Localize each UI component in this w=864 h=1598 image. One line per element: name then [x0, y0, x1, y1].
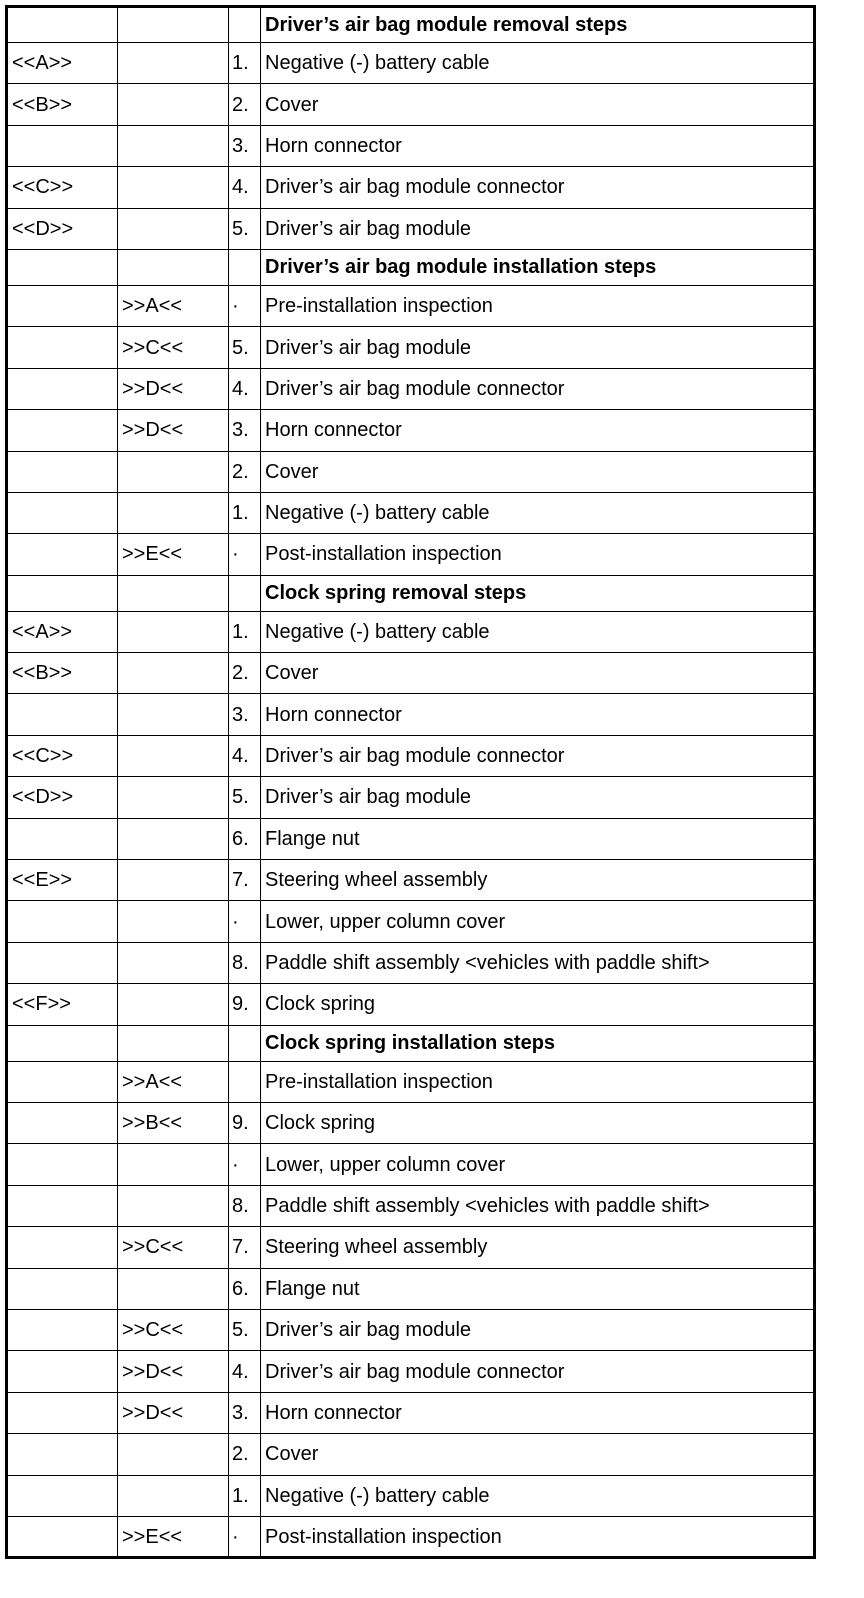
removal-ref-cell: <<B>> — [7, 653, 118, 694]
install-ref-cell: >>D<< — [118, 368, 229, 409]
removal-ref-cell — [7, 534, 118, 575]
removal-ref-cell — [7, 1392, 118, 1433]
install-ref-cell: >>C<< — [118, 1227, 229, 1268]
install-ref-cell — [118, 7, 229, 43]
removal-ref-cell — [7, 1185, 118, 1226]
step-number-cell: 6. — [229, 818, 261, 859]
step-description-cell: Paddle shift assembly <vehicles with paddle shift> — [261, 942, 815, 983]
step-row — [7, 1144, 815, 1185]
removal-ref-cell — [7, 942, 118, 983]
install-ref-cell: >>D<< — [118, 1392, 229, 1433]
section-header-row — [7, 249, 815, 285]
step-description-cell: Negative (-) battery cable — [261, 1475, 815, 1516]
step-number-cell: · — [229, 1144, 261, 1185]
step-number-cell: 4. — [229, 368, 261, 409]
install-ref-cell: >>E<< — [118, 1516, 229, 1557]
step-description-cell: Driver’s air bag module — [261, 1309, 815, 1350]
removal-ref-cell — [7, 1351, 118, 1392]
step-number-cell: 3. — [229, 1392, 261, 1433]
install-ref-cell — [118, 611, 229, 652]
install-ref-cell — [118, 1025, 229, 1061]
step-description-cell: Driver’s air bag module — [261, 327, 815, 368]
step-row — [7, 368, 815, 409]
install-ref-cell: >>A<< — [118, 285, 229, 326]
step-row — [7, 327, 815, 368]
removal-ref-cell: <<C>> — [7, 167, 118, 208]
step-number-cell: 1. — [229, 1475, 261, 1516]
removal-ref-cell: <<B>> — [7, 84, 118, 125]
removal-ref-cell — [7, 1227, 118, 1268]
install-ref-cell — [118, 653, 229, 694]
step-number-cell — [229, 7, 261, 43]
step-number-cell — [229, 1061, 261, 1102]
install-ref-cell — [118, 43, 229, 84]
install-ref-cell — [118, 208, 229, 249]
install-ref-cell: >>C<< — [118, 327, 229, 368]
install-ref-cell — [118, 167, 229, 208]
step-description-cell: Lower, upper column cover — [261, 1144, 815, 1185]
step-description-cell: Flange nut — [261, 1268, 815, 1309]
step-number-cell: 5. — [229, 1309, 261, 1350]
removal-ref-cell: <<A>> — [7, 611, 118, 652]
section-header-row — [7, 7, 815, 43]
step-row — [7, 735, 815, 776]
removal-ref-cell — [7, 1475, 118, 1516]
install-ref-cell — [118, 249, 229, 285]
step-row — [7, 611, 815, 652]
step-number-cell: 5. — [229, 327, 261, 368]
step-number-cell: 2. — [229, 1434, 261, 1475]
step-row — [7, 777, 815, 818]
section-title: Clock spring removal steps — [261, 575, 815, 611]
procedure-steps-table — [5, 5, 816, 1559]
removal-ref-cell — [7, 575, 118, 611]
install-ref-cell — [118, 84, 229, 125]
step-row — [7, 901, 815, 942]
step-number-cell: · — [229, 1516, 261, 1557]
step-number-cell: 5. — [229, 208, 261, 249]
step-number-cell: 7. — [229, 1227, 261, 1268]
install-ref-cell — [118, 125, 229, 166]
install-ref-cell — [118, 451, 229, 492]
step-number-cell: 1. — [229, 43, 261, 84]
step-number-cell: 2. — [229, 84, 261, 125]
step-description-cell: Horn connector — [261, 1392, 815, 1433]
install-ref-cell — [118, 777, 229, 818]
removal-ref-cell — [7, 1025, 118, 1061]
step-description-cell: Horn connector — [261, 410, 815, 451]
step-row — [7, 1061, 815, 1102]
install-ref-cell: >>E<< — [118, 534, 229, 575]
step-number-cell: 9. — [229, 1102, 261, 1143]
removal-ref-cell — [7, 1309, 118, 1350]
removal-ref-cell — [7, 694, 118, 735]
install-ref-cell — [118, 1185, 229, 1226]
step-description-cell: Driver’s air bag module connector — [261, 735, 815, 776]
step-description-cell: Flange nut — [261, 818, 815, 859]
step-number-cell: · — [229, 534, 261, 575]
step-description-cell: Horn connector — [261, 694, 815, 735]
install-ref-cell — [118, 492, 229, 533]
step-description-cell: Negative (-) battery cable — [261, 611, 815, 652]
step-number-cell — [229, 249, 261, 285]
install-ref-cell — [118, 860, 229, 901]
install-ref-cell — [118, 694, 229, 735]
step-row — [7, 1475, 815, 1516]
install-ref-cell — [118, 984, 229, 1025]
step-number-cell — [229, 575, 261, 611]
removal-ref-cell: <<D>> — [7, 777, 118, 818]
step-description-cell: Cover — [261, 84, 815, 125]
removal-ref-cell — [7, 492, 118, 533]
step-number-cell: 4. — [229, 735, 261, 776]
step-row — [7, 167, 815, 208]
install-ref-cell: >>D<< — [118, 1351, 229, 1392]
install-ref-cell: >>A<< — [118, 1061, 229, 1102]
step-number-cell: 9. — [229, 984, 261, 1025]
step-number-cell: · — [229, 285, 261, 326]
step-number-cell: 1. — [229, 492, 261, 533]
install-ref-cell: >>D<< — [118, 410, 229, 451]
step-row — [7, 818, 815, 859]
step-number-cell: 2. — [229, 653, 261, 694]
step-row — [7, 451, 815, 492]
step-row — [7, 534, 815, 575]
step-row — [7, 653, 815, 694]
step-number-cell: 8. — [229, 942, 261, 983]
step-number-cell: 4. — [229, 167, 261, 208]
step-number-cell: · — [229, 901, 261, 942]
removal-ref-cell — [7, 249, 118, 285]
step-row — [7, 125, 815, 166]
step-row — [7, 43, 815, 84]
install-ref-cell — [118, 1434, 229, 1475]
step-description-cell: Clock spring — [261, 984, 815, 1025]
step-row — [7, 1434, 815, 1475]
section-title: Clock spring installation steps — [261, 1025, 815, 1061]
removal-ref-cell: <<F>> — [7, 984, 118, 1025]
removal-ref-cell — [7, 7, 118, 43]
install-ref-cell: >>C<< — [118, 1309, 229, 1350]
step-row — [7, 1392, 815, 1433]
removal-ref-cell — [7, 285, 118, 326]
removal-ref-cell — [7, 901, 118, 942]
step-number-cell: 5. — [229, 777, 261, 818]
removal-ref-cell: <<A>> — [7, 43, 118, 84]
step-row — [7, 1227, 815, 1268]
step-row — [7, 285, 815, 326]
section-header-row — [7, 575, 815, 611]
step-number-cell: 2. — [229, 451, 261, 492]
step-row — [7, 1102, 815, 1143]
step-description-cell: Pre-installation inspection — [261, 285, 815, 326]
section-header-row — [7, 1025, 815, 1061]
section-title: Driver’s air bag module removal steps — [261, 7, 815, 43]
removal-ref-cell — [7, 368, 118, 409]
removal-ref-cell: <<D>> — [7, 208, 118, 249]
step-row — [7, 984, 815, 1025]
step-description-cell: Lower, upper column cover — [261, 901, 815, 942]
step-number-cell: 3. — [229, 125, 261, 166]
install-ref-cell: >>B<< — [118, 1102, 229, 1143]
removal-ref-cell — [7, 1516, 118, 1557]
install-ref-cell — [118, 1475, 229, 1516]
step-row — [7, 208, 815, 249]
step-description-cell: Paddle shift assembly <vehicles with paddle shift> — [261, 1185, 815, 1226]
removal-ref-cell — [7, 410, 118, 451]
step-description-cell: Cover — [261, 451, 815, 492]
step-row — [7, 84, 815, 125]
step-number-cell — [229, 1025, 261, 1061]
step-description-cell: Steering wheel assembly — [261, 1227, 815, 1268]
step-description-cell: Cover — [261, 1434, 815, 1475]
install-ref-cell — [118, 575, 229, 611]
step-row — [7, 1516, 815, 1557]
step-description-cell: Driver’s air bag module — [261, 208, 815, 249]
step-number-cell: 1. — [229, 611, 261, 652]
install-ref-cell — [118, 818, 229, 859]
step-description-cell: Negative (-) battery cable — [261, 492, 815, 533]
step-description-cell: Driver’s air bag module — [261, 777, 815, 818]
step-description-cell: Pre-installation inspection — [261, 1061, 815, 1102]
step-row — [7, 1309, 815, 1350]
removal-ref-cell — [7, 451, 118, 492]
removal-ref-cell: <<C>> — [7, 735, 118, 776]
step-description-cell: Clock spring — [261, 1102, 815, 1143]
step-row — [7, 1351, 815, 1392]
removal-ref-cell — [7, 1268, 118, 1309]
step-description-cell: Steering wheel assembly — [261, 860, 815, 901]
step-row — [7, 860, 815, 901]
removal-ref-cell — [7, 327, 118, 368]
section-title: Driver’s air bag module installation steps — [261, 249, 815, 285]
install-ref-cell — [118, 901, 229, 942]
removal-ref-cell — [7, 1434, 118, 1475]
step-row — [7, 942, 815, 983]
step-row — [7, 1185, 815, 1226]
install-ref-cell — [118, 1144, 229, 1185]
step-description-cell: Driver’s air bag module connector — [261, 368, 815, 409]
step-number-cell: 4. — [229, 1351, 261, 1392]
removal-ref-cell — [7, 125, 118, 166]
removal-ref-cell — [7, 1144, 118, 1185]
step-description-cell: Post-installation inspection — [261, 1516, 815, 1557]
install-ref-cell — [118, 735, 229, 776]
step-description-cell: Driver’s air bag module connector — [261, 167, 815, 208]
step-number-cell: 7. — [229, 860, 261, 901]
step-row — [7, 492, 815, 533]
removal-ref-cell — [7, 1061, 118, 1102]
removal-ref-cell — [7, 1102, 118, 1143]
step-description-cell: Negative (-) battery cable — [261, 43, 815, 84]
step-number-cell: 6. — [229, 1268, 261, 1309]
install-ref-cell — [118, 942, 229, 983]
removal-ref-cell — [7, 818, 118, 859]
step-description-cell: Driver’s air bag module connector — [261, 1351, 815, 1392]
step-number-cell: 3. — [229, 410, 261, 451]
removal-ref-cell: <<E>> — [7, 860, 118, 901]
step-description-cell: Horn connector — [261, 125, 815, 166]
step-row — [7, 410, 815, 451]
step-row — [7, 694, 815, 735]
step-row — [7, 1268, 815, 1309]
step-description-cell: Post-installation inspection — [261, 534, 815, 575]
step-number-cell: 3. — [229, 694, 261, 735]
step-number-cell: 8. — [229, 1185, 261, 1226]
install-ref-cell — [118, 1268, 229, 1309]
steps-table-body — [7, 7, 815, 1558]
step-description-cell: Cover — [261, 653, 815, 694]
